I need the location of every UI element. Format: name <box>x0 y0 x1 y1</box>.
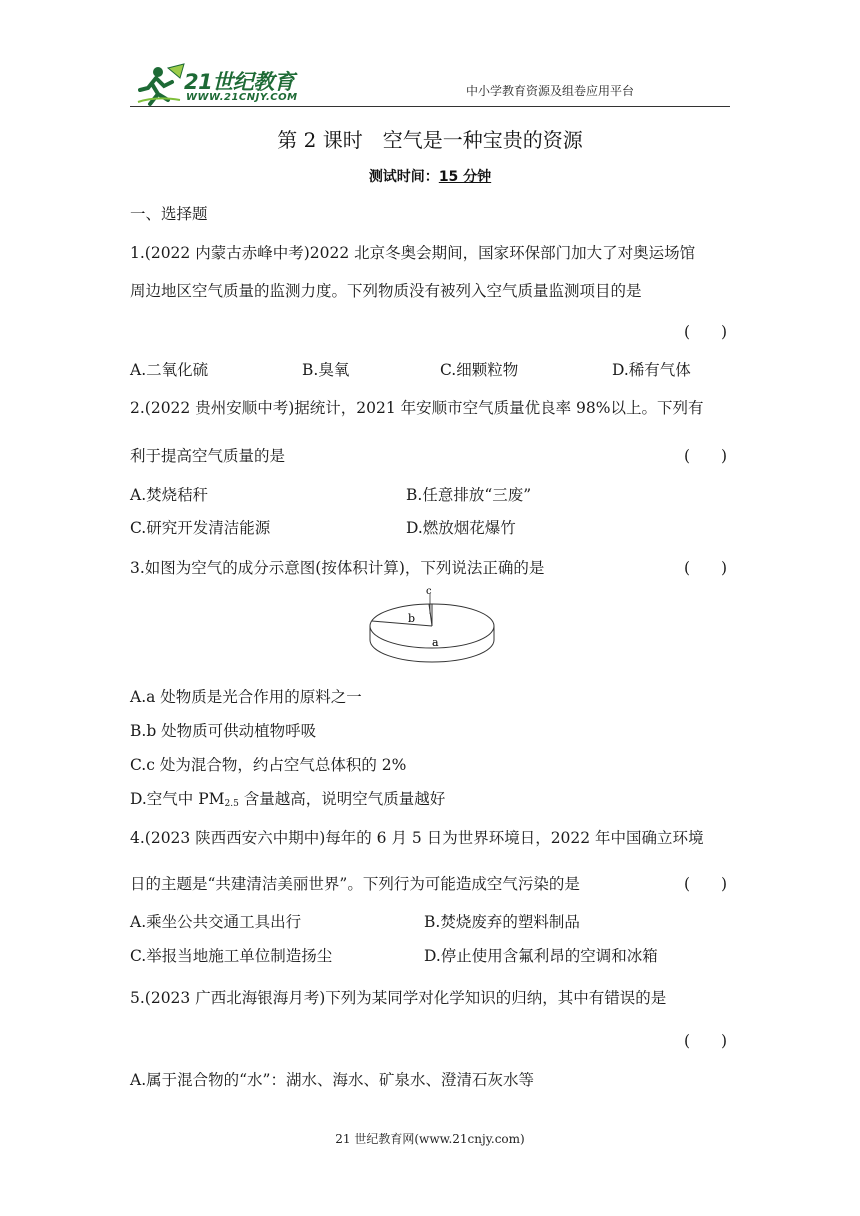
page-title: 第 2 课时 空气是一种宝贵的资源 <box>277 128 583 152</box>
q2-line1: 2.(2022 贵州安顺中考)据统计，2021 年安顺市空气质量优良率 98%以上。下列有 <box>130 399 704 417</box>
q4-option-c: C.举报当地施工单位制造扬尘 <box>130 947 333 965</box>
q2-answer-bracket: ( ) <box>684 447 728 465</box>
q4-answer-bracket: ( ) <box>684 875 728 893</box>
q2-line2: 利于提高空气质量的是 <box>130 447 286 465</box>
q1-option-b: B.臭氧 <box>302 361 350 379</box>
page-footer: 21 世纪教育网(www.21cnjy.com) <box>335 1132 525 1146</box>
q5-option-a: A.属于混合物的“水”：湖水、海水、矿泉水、澄清石灰水等 <box>130 1071 534 1089</box>
q1-option-a: A.二氧化硫 <box>130 361 209 379</box>
q5-line1: 5.(2023 广西北海银海月考)下列为某同学对化学知识的归纳，其中有错误的是 <box>130 989 667 1007</box>
q1-option-c: C.细颗粒物 <box>440 361 519 379</box>
q2-option-d: D.燃放烟花爆竹 <box>406 519 516 537</box>
q3-option-d <box>130 787 445 809</box>
q3-option-d-pre: D.空气中 PM <box>130 790 225 808</box>
q3-option-b: B.b 处物质可供动植物呼吸 <box>130 722 317 740</box>
header-divider <box>130 106 730 107</box>
q2-option-c: C.研究开发清洁能源 <box>130 519 271 537</box>
test-time <box>0 166 860 186</box>
diagram-label-b: b <box>408 612 416 625</box>
section-heading: 一、选择题 <box>130 205 208 223</box>
q3-option-a: A.a 处物质是光合作用的原料之一 <box>130 688 362 706</box>
q2-option-b: B.任意排放“三废” <box>406 486 532 504</box>
q1-answer-bracket: ( ) <box>684 323 728 341</box>
logo-url: WWW.21CNJY.COM <box>186 92 298 103</box>
runner-logo-icon <box>136 62 190 108</box>
q1-line2: 周边地区空气质量的监测力度。下列物质没有被列入空气质量监测项目的是 <box>130 282 642 300</box>
diagram-label-c: c <box>426 586 432 597</box>
air-composition-pie-diagram <box>360 584 504 676</box>
q3-answer-bracket: ( ) <box>684 559 728 577</box>
q4-line1: 4.(2023 陕西西安六中期中)每年的 6 月 5 日为世界环境日，2022 年中国确立环境 <box>130 829 704 847</box>
q1-option-d: D.稀有气体 <box>612 361 691 379</box>
q4-option-d: D.停止使用含氟利昂的空调和冰箱 <box>424 947 658 965</box>
q4-option-a: A.乘坐公共交通工具出行 <box>130 913 302 931</box>
q3-option-c: C.c 处为混合物，约占空气总体积的 2% <box>130 756 407 774</box>
q1-line1: 1.(2022 内蒙古赤峰中考)2022 北京冬奥会期间，国家环保部门加大了对奥运场馆 <box>130 244 696 262</box>
logo-text: 21世纪教育 <box>184 70 295 94</box>
diagram-label-a: a <box>432 636 439 649</box>
q2-option-a: A.焚烧秸秆 <box>130 486 209 504</box>
q5-answer-bracket: ( ) <box>684 1032 728 1050</box>
q4-option-b: B.焚烧废弃的塑料制品 <box>424 913 580 931</box>
test-time-value: 15 分钟 <box>438 169 492 185</box>
q3-option-d-post: 含量越高，说明空气质量越好 <box>238 790 446 808</box>
q3-line1: 3.如图为空气的成分示意图(按体积计算)，下列说法正确的是 <box>130 559 545 577</box>
q4-line2: 日的主题是“共建清洁美丽世界”。下列行为可能造成空气污染的是 <box>130 875 580 893</box>
pm-subscript: 2.5 <box>224 799 239 809</box>
test-time-label: 测试时间： <box>368 169 439 185</box>
platform-name: 中小学教育资源及组卷应用平台 <box>466 84 635 98</box>
